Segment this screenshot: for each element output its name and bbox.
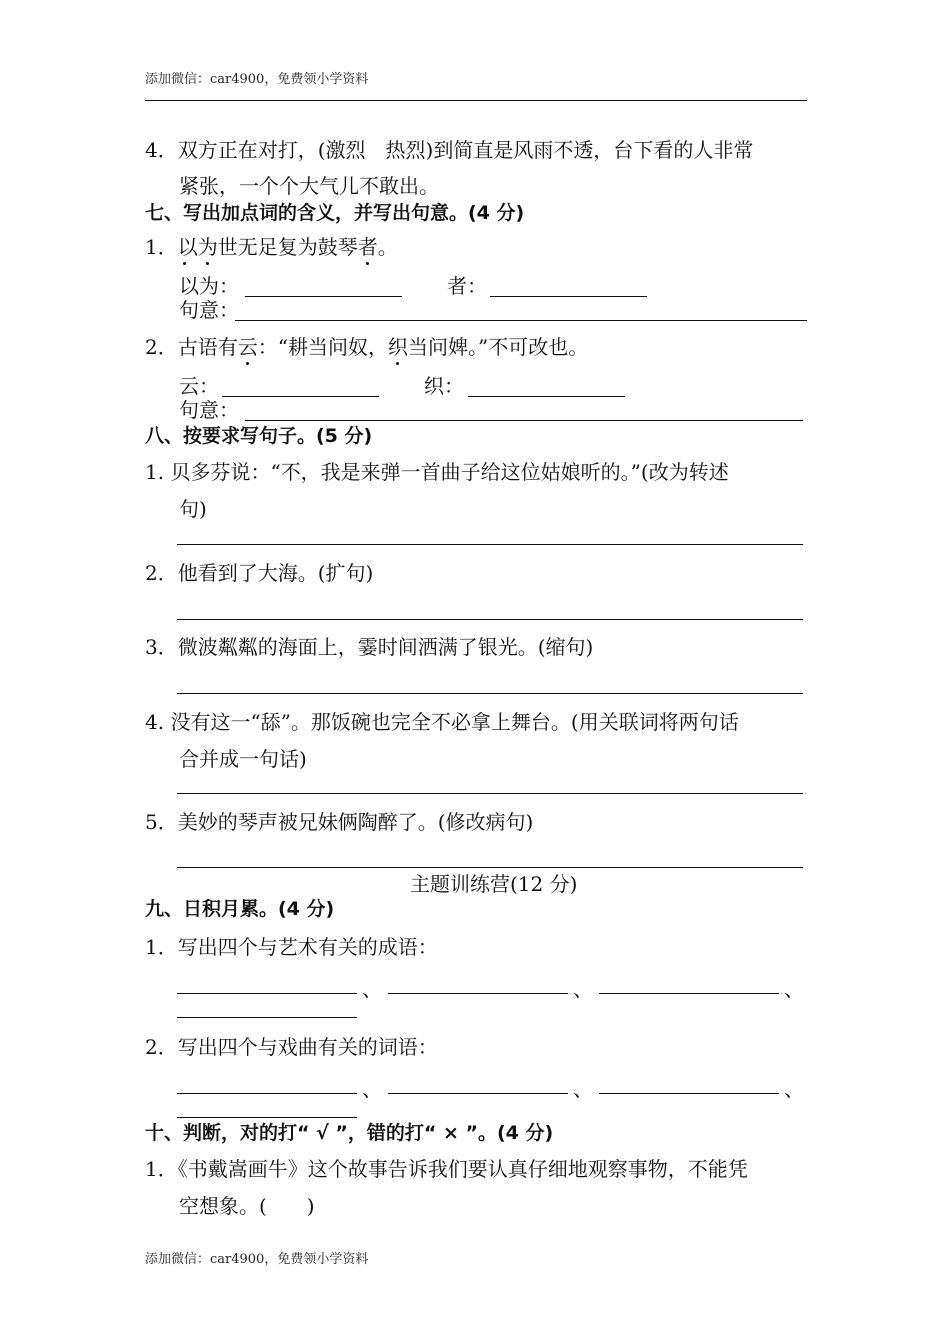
- emphasis-dot: [206, 262, 209, 265]
- answer-line-meaning-1[interactable]: [235, 320, 807, 321]
- header-divider: [145, 100, 807, 101]
- section-9-question-2: 2．写出四个与戏曲有关的词语：: [145, 1035, 438, 1059]
- idiom-answer-3[interactable]: [599, 993, 779, 994]
- question-4-line1: 4．双方正在对打，(激烈 热烈)到简直是风雨不透，台下看的人非常: [145, 138, 754, 162]
- page-footer: 添加微信：car4900，免费领小学资料: [145, 1252, 369, 1267]
- label-yiwei: 以为：: [179, 274, 239, 298]
- label-zhe: 者：: [447, 274, 487, 298]
- section-8-title: 八、按要求写句子。(5 分): [145, 425, 373, 447]
- answer-line-8-3[interactable]: [177, 693, 803, 694]
- question-4-line2: 紧张，一个个大气儿不敢出。: [179, 174, 439, 198]
- separator: 、: [784, 977, 804, 1001]
- section-8-item-4-line1: 4. 没有这一“舔”。那饭碗也完全不必拿上舞台。(用关联词将两句话: [145, 710, 739, 734]
- section-8-item-5: 5．美妙的琴声被兄妹俩陶醉了。(修改病句): [145, 810, 534, 834]
- label-meaning-1: 句意：: [179, 298, 239, 322]
- question-text-mid: ：“耕当问奴，: [257, 335, 388, 359]
- separator: 、: [362, 1077, 382, 1101]
- separator: 、: [784, 1077, 804, 1101]
- section-9-title: 九、日积月累。(4 分): [145, 898, 335, 920]
- idiom-answer-4[interactable]: [177, 1017, 357, 1018]
- label-zhi: 织：: [424, 374, 464, 398]
- section-8-item-1-line2: 句): [179, 497, 207, 521]
- section-7-title: 七、写出加点词的含义，并写出句意。(4 分): [145, 202, 525, 224]
- section-8-item-4-line2: 合并成一句话): [179, 747, 307, 771]
- dotted-word-2: 织: [387, 335, 408, 359]
- answer-line-8-2[interactable]: [177, 619, 803, 620]
- section-10-question-1-line1: 1．《书戴嵩画牛》这个故事告诉我们要认真仔细地观察事物，不能凭: [145, 1157, 748, 1181]
- question-text: 古语有: [177, 335, 238, 359]
- question-number: 2．: [145, 335, 178, 359]
- section-10-question-1-line2[interactable]: 空想象。( ): [179, 1194, 315, 1218]
- section-8-item-3: 3．微波粼粼的海面上，霎时间洒满了银光。(缩句): [145, 635, 594, 659]
- label-yun: 云：: [179, 374, 219, 398]
- dotted-word: 云: [237, 335, 258, 359]
- question-text: 以为世无足复为鼓琴: [177, 235, 358, 259]
- idiom-answer-1[interactable]: [177, 993, 357, 994]
- opera-word-answer-2[interactable]: [388, 1093, 568, 1094]
- section-8-item-2: 2．他看到了大海。(扩句): [145, 561, 374, 585]
- answer-line-8-1[interactable]: [177, 544, 803, 545]
- answer-line-yiwei[interactable]: [245, 296, 402, 297]
- section-7-question-2: [145, 333, 588, 361]
- separator: 、: [573, 1077, 593, 1101]
- separator: 、: [573, 977, 593, 1001]
- section-8-item-1-line1: 1. 贝多芬说：“不，我是来弹一首曲子给这位姑娘听的。”(改为转述: [145, 460, 729, 484]
- opera-word-answer-1[interactable]: [177, 1093, 357, 1094]
- label-meaning-2: 句意：: [179, 398, 239, 422]
- theme-title: 主题训练营(12 分): [410, 872, 578, 896]
- answer-line-yun[interactable]: [222, 396, 379, 397]
- idiom-answer-2[interactable]: [388, 993, 568, 994]
- answer-line-zhi[interactable]: [468, 396, 625, 397]
- emphasis-dot: [183, 262, 186, 265]
- section-10-title: 十、判断，对的打“ √ ”，错的打“ × ”。(4 分): [145, 1122, 554, 1144]
- answer-line-8-5[interactable]: [177, 867, 803, 868]
- question-text-end: 。: [377, 235, 398, 259]
- answer-line-zhe[interactable]: [490, 296, 647, 297]
- answer-line-meaning-2[interactable]: [245, 420, 803, 421]
- section-9-question-1: 1．写出四个与艺术有关的成语：: [145, 935, 438, 959]
- section-7-question-1: [145, 233, 398, 261]
- question-number: 1．: [145, 235, 178, 259]
- question-text-end: 当问婢。”不可改也。: [407, 335, 589, 359]
- page-header: 添加微信：car4900，免费领小学资料: [145, 72, 369, 87]
- opera-word-answer-4[interactable]: [177, 1117, 357, 1118]
- answer-line-8-4[interactable]: [177, 793, 803, 794]
- dotted-word: 者: [357, 235, 378, 259]
- separator: 、: [362, 977, 382, 1001]
- opera-word-answer-3[interactable]: [599, 1093, 779, 1094]
